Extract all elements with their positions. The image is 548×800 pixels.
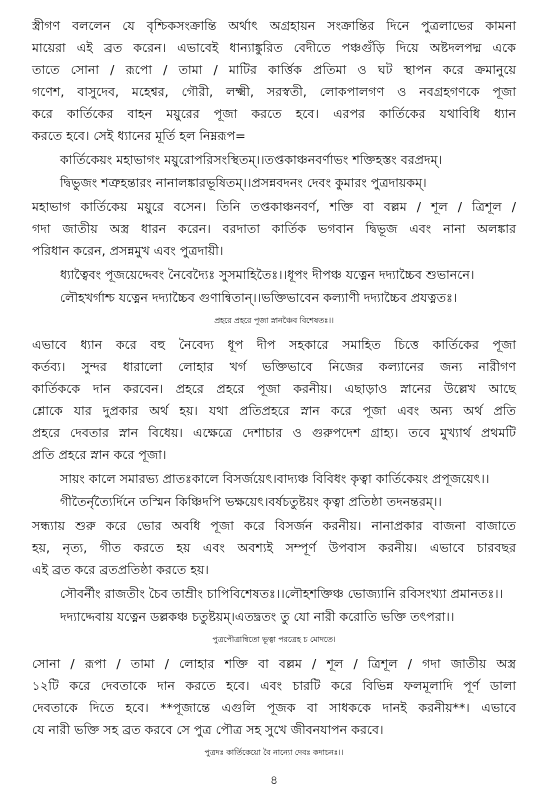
text-line: পরিধান করেন, প্রসন্নমুখ এবং পুত্রদায়ী। bbox=[32, 243, 224, 258]
verse-line: ধ্যাত্বৈবং পূজয়েদ্দেবং নৈবেদ্যৈঃ সুসমাহিতৈঃ।।ধূপং দীপঞ্চ যত্নেন দদ্যাচ্চৈব শুভাননে। bbox=[60, 267, 475, 282]
text-line: স্ত্রীগণ বললেন যে বৃশ্চিকসংক্রান্তি অর্থাৎ অগ্রহায়ন সংক্রান্তির দিনে পুত্রলাভের কামনা bbox=[32, 18, 516, 33]
text-line: হয়, নৃত্য, গীত করতে হয় এবং অবশ্যই সম্পূর্ণ উপবাস করনীয়। এভাবে চারবছর bbox=[32, 540, 516, 555]
verse-line: গীতৈর্নৃত্যৈর্দিনে তস্মিন কিঞ্চিদপি ভক্ষয়েৎ।বর্ষচতুষ্টয়ং কৃত্বা প্রতিষ্ঠা তদনন্তরম্।। bbox=[60, 494, 442, 509]
verse-line: সায়ং কালে সমারভ্য প্রাতঃকালে বিসর্জয়েৎ।বাদ্যঞ্চ বিবিধং কৃত্বা কার্তিকেয়ং প্রপূজয়েৎ।। bbox=[60, 471, 490, 486]
text-line: করতে হবে। সেই ধ্যানের মূর্তি হল নিম্নরূপ= bbox=[32, 128, 246, 143]
text-line: সন্ধ্যায় শুরু করে ভোর অবধি পূজা করে বিসর্জন করনীয়। নানাপ্রকার বাজনা বাজাতে bbox=[32, 518, 516, 533]
text-line: মহাভাগ কার্তিকেয় ময়ুরে বসেন। তিনি তপ্তকাঞ্চনবর্ণ, শক্তি বা বল্লম / শূল / ত্রিশূল / bbox=[32, 199, 516, 214]
verse-line: দদ্যাদ্দেবায় যত্নেন ডল্লকঞ্চ চতুষ্টয়ম্।এতদ্ব্রতং তু যো নারী করোতি ভক্তি তৎপরা।। bbox=[60, 609, 455, 624]
text-line: শ্লোকে যার দুপ্রকার অর্থ হয়। যথা প্রতিপ্রহরে স্নান করে পূজা এবং অন্য অর্থ প্রতি bbox=[32, 403, 516, 418]
text-line: প্রহরে দেবতার স্নান বিধেয়। এক্ষেত্রে দেশাচার ও গুরুপদেশ গ্রাহ্য। তবে মুখ্যার্থ প্রথমটি bbox=[32, 425, 516, 440]
verse-line: কার্তিকেয়ং মহাভাগং ময়ুরোপরিসংস্থিতম্।।তপ্তকাঞ্চনবর্ণাভং শক্তিহস্তং বরপ্রদম্। bbox=[60, 152, 443, 167]
text-line: এই ব্রত করে ব্রতপ্রতিষ্ঠা করতে হয়। bbox=[32, 562, 209, 577]
verse-line: সৌবর্নীং রাজতীং চৈব তাম্রীং চাপিবিশেষতঃ।।লৌহশক্তিঞ্চ ভোজ্যানি রবিসংখ্যা প্রমানতঃ।। bbox=[60, 586, 504, 601]
verse-line-centered: প্রহরে প্রহরে পূজা স্নানঞ্চৈব বিশেষতঃ।। bbox=[214, 316, 334, 325]
text-line: এভাবে ধ্যান করে বহু নৈবেদ্য ধূপ দীপ সহকারে সমাহিত চিত্তে কার্তিকের পূজা bbox=[32, 337, 516, 352]
text-line: গণেশ, বাসুদেব, মহেশ্বর, গৌরী, লক্ষ্মী, সরস্বতী, লোকপালগণ ও নবগ্রহগণকে পূজা bbox=[32, 84, 516, 99]
text-line: যে নারী ভক্তি সহ ব্রত করবে সে পুত্র পৌত্র সহ সুখে জীবনযাপন করবে। bbox=[32, 722, 384, 737]
verse-line-centered: পুত্রপৌত্রান্বিতো ভূত্বা পরত্রেহ চ মোদতে। bbox=[212, 635, 336, 644]
text-line: কর্তব্য। সুন্দর ধারালো লোহার খর্গ ভক্তিভাবে নিজের কল্যানের জন্য নারীগণ bbox=[32, 359, 516, 374]
text-line: করে কার্তিকের বাহন ময়ুরের পূজা করতে হবে। এরপর কার্তিকের যথাবিধি ধ্যান bbox=[32, 106, 516, 121]
text-line: ১২টি করে দেবতাকে দান করতে হবে। এবং চারটি করে বিভিন্ন ফলমূলাদি পূর্ণ ডালা bbox=[32, 678, 516, 693]
text-line: সোনা / রূপা / তামা / লোহার শক্তি বা বল্লম / শূল / ত্রিশূল / গদা জাতীয় অস্ত্র bbox=[32, 656, 516, 671]
text-line: দেবতাকে দিতে হবে। **পূজান্তে এগুলি পূজক বা সাধককে দানই করনীয়**। এভাবে bbox=[32, 700, 516, 715]
text-line: গদা জাতীয় অস্ত্র ধারন করেন। বরদাতা কার্তিক ভগবান দ্বিভূজ এবং নানা অলঙ্কার bbox=[32, 221, 516, 236]
text-line: মায়েরা এই ব্রত করেন। এভাবেই ধান্যাঙ্কুরিত বেদীতে পঞ্চগুঁড়ি দিয়ে অষ্টদলপদ্ম একে bbox=[32, 40, 516, 55]
text-line: প্রতি প্রহরে স্নান করে পূজা। bbox=[32, 447, 167, 462]
text-line: কার্তিককে দান করবেন। প্রহরে প্রহরে পূজা করনীয়। এছাড়াও স্নানের উল্লেখ আছে bbox=[32, 381, 516, 396]
verse-line: লৌহখর্গাশ্চ যত্নেন দদ্যাচ্চৈব গুণান্বিতান্।।ভক্তিভাবেন কল্যাণী দদ্যাচ্চৈব প্রযত্নতঃ। bbox=[60, 290, 458, 305]
page-number: ৪ bbox=[270, 773, 278, 787]
verse-line-centered: পুত্রদঃ কার্তিকেয়ো বৈ নান্যো দেবঃ কদাচনঃ।। bbox=[204, 748, 344, 757]
verse-line: দ্বিভুজং শত্রুহন্তারং নানালঙ্কারভূষিতম্।।প্রসন্নবদনং দেবং কুমারং পুত্রদায়কম্। bbox=[60, 175, 427, 190]
text-line: তাতে সোনা / রূপো / তামা / মাটির কার্ত্তিক প্রতিমা ও ঘট স্থাপন করে ক্রমানুয়ে bbox=[32, 62, 516, 77]
